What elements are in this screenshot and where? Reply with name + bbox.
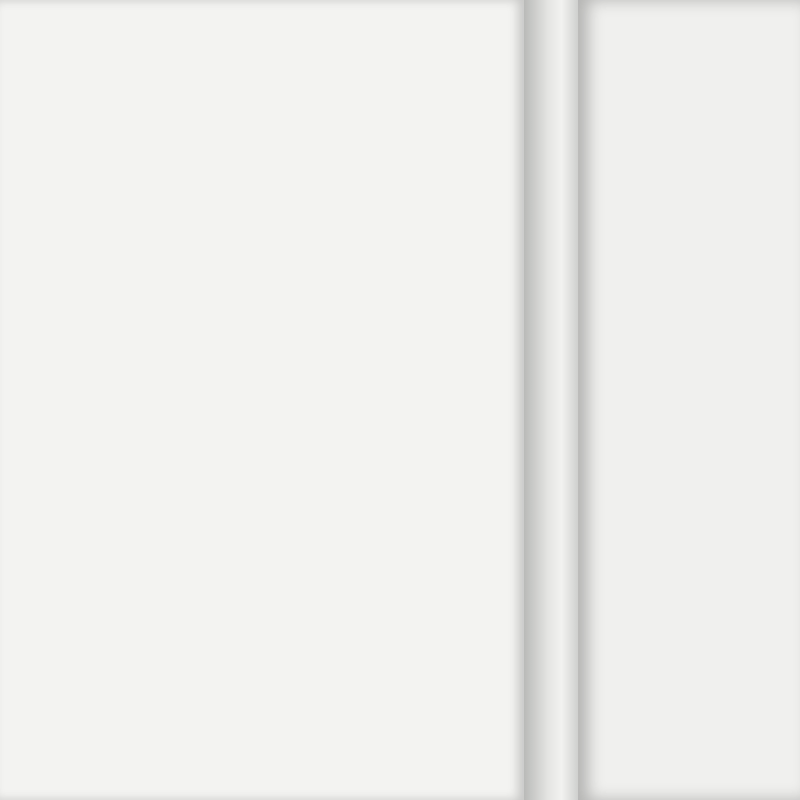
- book-gutter: [524, 0, 578, 800]
- right-page: [578, 0, 800, 800]
